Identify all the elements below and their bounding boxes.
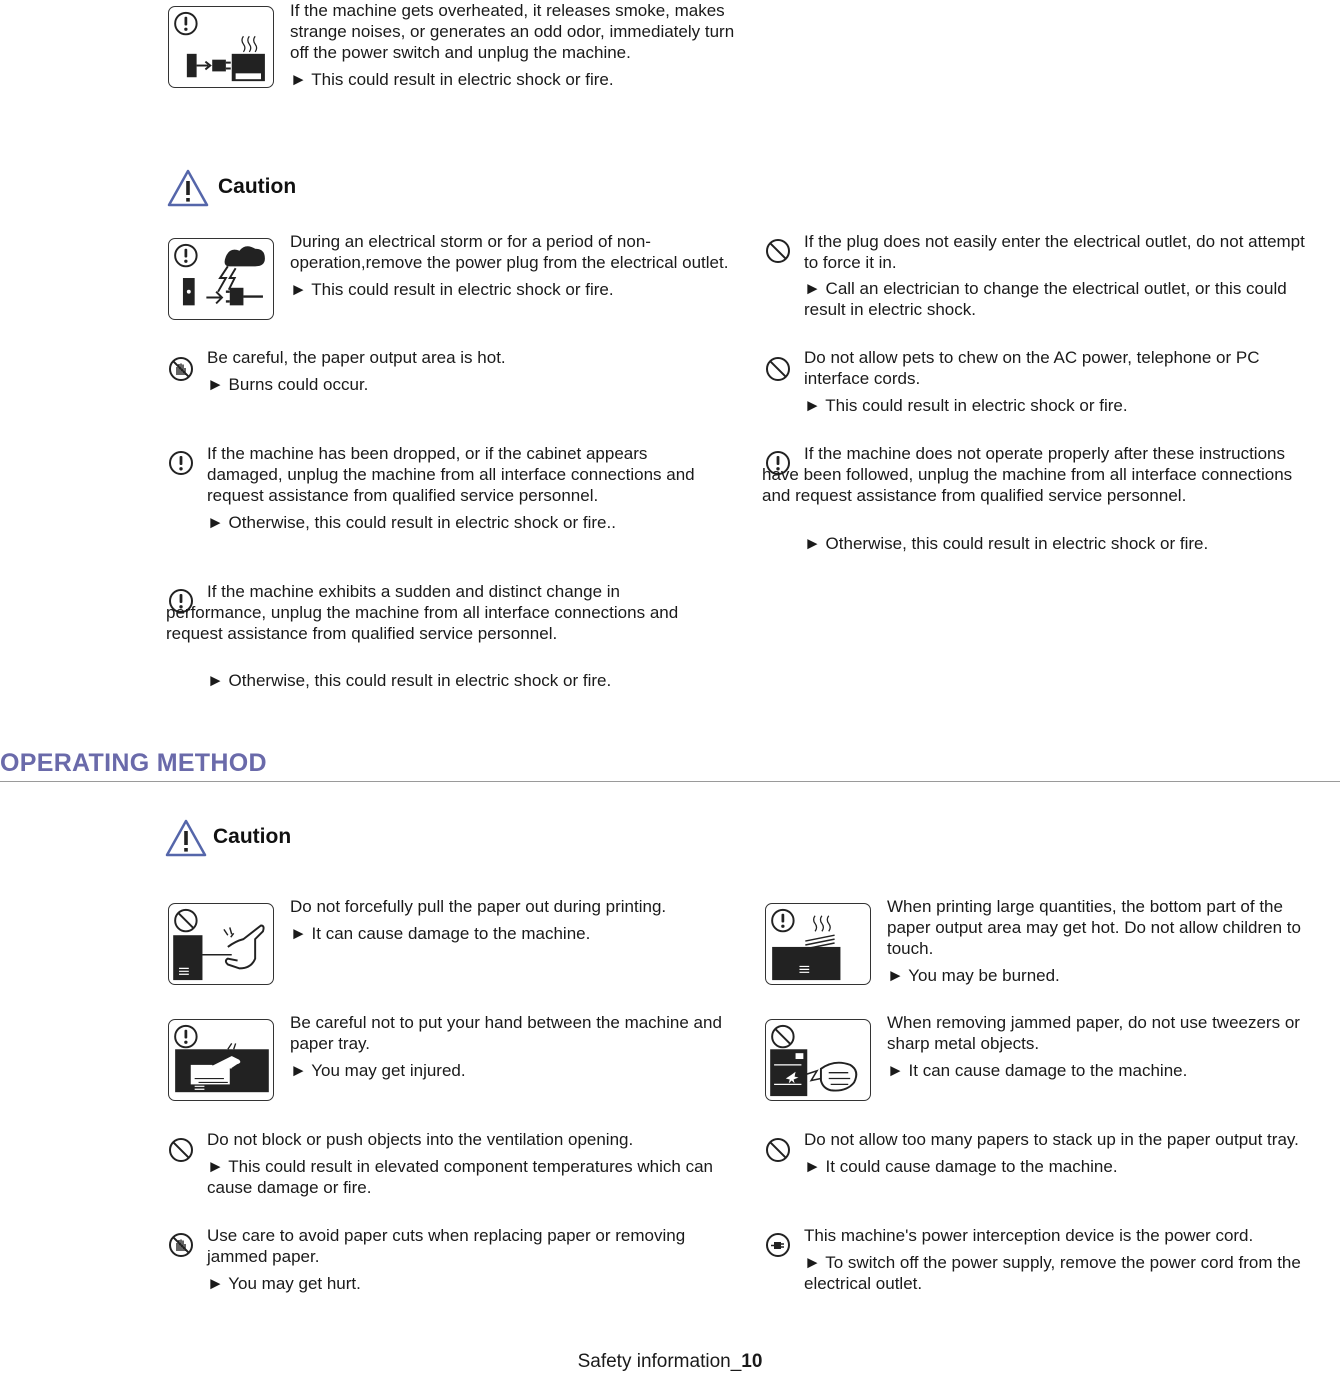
operating-item-text: Be careful not to put your hand between the machine and paper tray. — [290, 1013, 722, 1053]
hand-tray-illustration-icon — [168, 1019, 274, 1101]
caution-item-3 — [804, 347, 1324, 416]
operating-item-note: ► It could cause damage to the machine. — [804, 1157, 1118, 1176]
operating-item-text: When printing large quantities, the bottom part of the paper output area may get hot. Do not allow children to touch. — [887, 897, 1301, 958]
caution-item-text: Be careful, the paper output area is hot. — [207, 348, 506, 367]
operating-item-text: This machine's power interception device is the power cord. — [804, 1226, 1254, 1245]
operating-item-note: ► It can cause damage to the machine. — [887, 1061, 1188, 1080]
caution-item-text: During an electrical storm or for a period of non-operation,remove the power plug from the electrical outlet. — [290, 232, 729, 272]
page-number: 10 — [741, 1351, 763, 1372]
caution-item-text: If the machine does not operate properly after these instructions have been followed, unplug the machine from all interface connections and request assistance from qualified service personnel. — [762, 444, 1293, 505]
intro-note: ► This could result in electric shock or fire. — [290, 70, 614, 89]
operating-item-note: ► This could result in elevated component temperatures which can cause damage or fire. — [207, 1157, 713, 1197]
operating-item-5 — [804, 1129, 1324, 1177]
operating-item-4 — [207, 1129, 732, 1198]
operating-item-1 — [887, 896, 1327, 986]
caution-heading: Caution — [218, 175, 297, 198]
operating-item-0 — [290, 896, 735, 944]
prohibition-icon — [168, 1137, 194, 1163]
hot-output-illustration-icon — [765, 903, 871, 985]
caution-item-5-note — [804, 533, 1324, 554]
caution-item-note: ► Burns could occur. — [207, 375, 369, 394]
footer-label: Safety information_ — [577, 1351, 742, 1372]
operating-item-2 — [290, 1012, 735, 1081]
caution-item-text: If the machine has been dropped, or if the cabinet appears damaged, unplug the machine from all interface connections and request assistance from qualified service personnel. — [207, 444, 695, 505]
tweezers-illustration-icon — [765, 1019, 871, 1101]
operating-item-note: ► You may get injured. — [290, 1061, 466, 1080]
caution-item-text: If the plug does not easily enter the electrical outlet, do not attempt to force it in. — [804, 232, 1305, 272]
caution-item-note: ► Call an electrician to change the electrical outlet, or this could result in electric shock. — [804, 279, 1287, 319]
operating-item-6 — [207, 1225, 732, 1294]
caution-item-0 — [290, 231, 735, 300]
caution-item-4 — [207, 443, 727, 533]
caution-item-2 — [207, 347, 727, 395]
caution-item-5 — [762, 443, 1322, 506]
operating-item-text: Do not block or push objects into the ventilation opening. — [207, 1130, 634, 1149]
operating-item-note: ► To switch off the power supply, remove the power cord from the electrical outlet. — [804, 1253, 1301, 1293]
warning-exclamation-icon — [168, 450, 194, 476]
operating-item-text: When removing jammed paper, do not use tweezers or sharp metal objects. — [887, 1013, 1300, 1053]
operating-item-text: Do not forcefully pull the paper out during printing. — [290, 897, 667, 916]
operating-item-note: ► It can cause damage to the machine. — [290, 924, 591, 943]
operating-item-text: Use care to avoid paper cuts when replacing paper or removing jammed paper. — [207, 1226, 686, 1266]
caution-item-note: ► This could result in electric shock or fire. — [290, 280, 614, 299]
caution-item-1 — [804, 231, 1314, 273]
caution-triangle-icon — [164, 818, 208, 858]
do-not-touch-icon — [168, 1232, 194, 1258]
section-title: OPERATING METHOD — [0, 749, 267, 777]
caution-item-note: ► Otherwise, this could result in electric shock or fire. — [804, 534, 1209, 553]
operating-item-note: ► You may get hurt. — [207, 1274, 361, 1293]
pull-paper-illustration-icon — [168, 903, 274, 985]
caution-item-note: ► Otherwise, this could result in electric shock or fire.. — [207, 513, 616, 532]
caution-item-6 — [166, 581, 706, 644]
operating-item-text: Do not allow too many papers to stack up in the paper output tray. — [804, 1130, 1299, 1149]
overheat-illustration-icon — [168, 6, 274, 88]
storm-illustration-icon — [168, 238, 274, 320]
caution-heading: Caution — [213, 825, 292, 848]
prohibition-icon — [765, 356, 791, 382]
caution-item-1-note — [804, 278, 1314, 320]
operating-item-3 — [887, 1012, 1327, 1081]
prohibition-icon — [765, 1137, 791, 1163]
section-divider — [0, 781, 1340, 782]
intro-text: If the machine gets overheated, it releases smoke, makes strange noises, or generates an odd odor, immediately turn off the power switch and unplug the machine. — [290, 1, 735, 62]
caution-item-6-note — [207, 670, 727, 691]
do-not-touch-icon — [168, 356, 194, 382]
intro-block — [290, 0, 735, 90]
operating-item-7 — [804, 1225, 1329, 1294]
prohibition-icon — [765, 238, 791, 264]
caution-item-note: ► Otherwise, this could result in electric shock or fire. — [207, 671, 612, 690]
caution-item-note: ► This could result in electric shock or fire. — [804, 396, 1128, 415]
caution-item-text: If the machine exhibits a sudden and distinct change in performance, unplug the machine from all interface connections and request assistance from qualified service personnel. — [166, 582, 679, 643]
caution-item-text: Do not allow pets to chew on the AC power, telephone or PC interface cords. — [804, 348, 1260, 388]
power-plug-icon — [765, 1232, 791, 1258]
operating-item-note: ► You may be burned. — [887, 966, 1060, 985]
caution-triangle-icon — [166, 168, 210, 208]
page-footer — [0, 1351, 1340, 1372]
